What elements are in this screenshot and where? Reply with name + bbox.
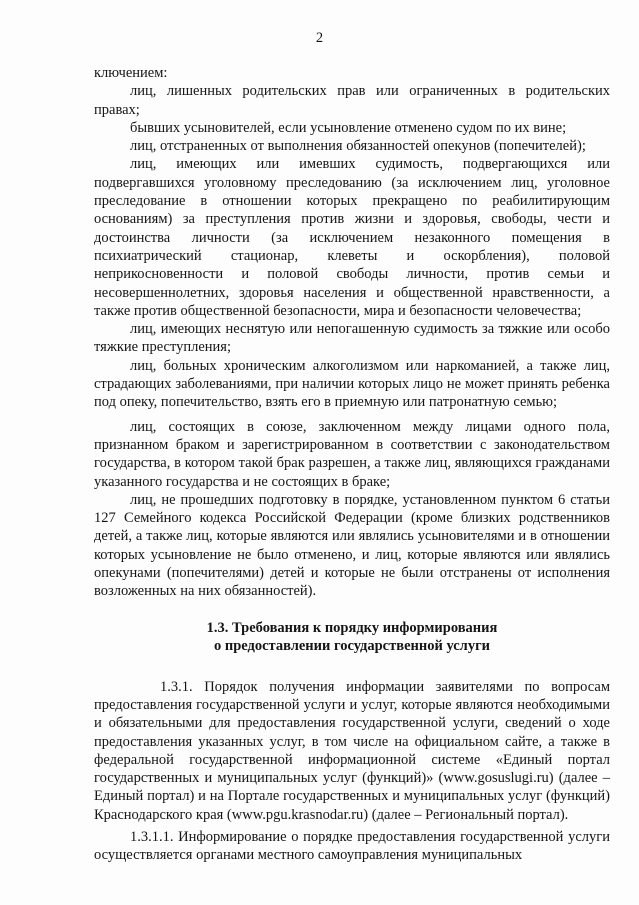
page-number: 2 xyxy=(315,30,324,46)
paragraph-continuation: ключением: xyxy=(94,65,168,81)
list-item-illness: лиц, больных хроническим алкоголизмом или наркоманией, а также лиц, страдающих заболеваниями, при наличии которых лицо не может принять ребенка под опеку, попечительство, взять его в приемную или патронатную семью; xyxy=(94,357,610,411)
paragraph-1-3-1: 1.3.1. Порядок получения информации заявителями по вопросам предоставления государственной услуги и услуг, которые являются необходимыми и обязательными для предоставления государственной услуги, сведений о ходе предоставления указанных услуг, в том числе на официальном сайте, а также в федеральной государственной информационной системе «Единый портал государственных и муниципальных услуг (функций)» (www.gosuslugi.ru) (далее – Единый портал) и на Портале государственных и муниципальных услуг (функций) Краснодарского края (www.pgu.krasnodar.ru) (далее – Региональный портал). xyxy=(94,678,610,823)
section-heading xyxy=(94,619,610,656)
list-item-removed-guardians: лиц, отстраненных от выполнения обязанностей опекунов (попечителей); xyxy=(130,138,586,155)
list-item-former-adopters: бывших усыновителей, если усыновление отменено судом по их вине; xyxy=(130,119,567,136)
list-item-criminal-record: лиц, имеющих или имевших судимость, подвергающихся или подвергавшихся уголовному преследованию (за исключением лиц, уголовное преследование в отношении которых прекращено по реабилитирующим основаниям) за преступления против жизни и здоровья, свободы, чести и достоинства личности (за исключением незаконного помещения в психиатрический стационар, клеветы и оскорбления), половой неприкосновенности и половой свободы личности, против семьи и несовершеннолетних, здоровья населения и общественной нравственности, а также против общественной безопасности, мира и безопасности человечества; xyxy=(94,156,610,319)
list-item-deprived-rights: лиц, лишенных родительских прав или ограниченных в родительских правах; xyxy=(94,83,610,118)
paragraph-1-3-1-1: 1.3.1.1. Информирование о порядке предоставления государственной услуги осуществляется органами местного самоуправления муниципальных xyxy=(94,828,610,864)
section-heading-line-2: о предоставлении государственной услуги xyxy=(213,638,491,655)
section-heading-line-1: 1.3. Требования к порядку информирования xyxy=(206,619,498,636)
document-body xyxy=(94,64,610,865)
list-item-same-sex-union: лиц, состоящих в союзе, заключенном между лицами одного пола, признанном браком и зарегистрированном в соответствии с законодательством государства, в котором такой брак разрешен, а также лиц, являющихся гражданами указанного государства и не состоящих в браке; xyxy=(94,418,610,490)
list-item-no-training: лиц, не прошедших подготовку в порядке, установленном пунктом 6 статьи 127 Семейного кодекса Российской Федерации (кроме близких родственников детей, а также лиц, которые являются или являлись усыновителями и в отношении которых усыновление не было отменено, и лиц, которые являются или являлись опекунами (попечителями) детей и которые не были отстранены от исполнения возложенных на них обязанностей). xyxy=(94,491,610,600)
list-item-grave-crimes: лиц, имеющих неснятую или непогашенную судимость за тяжкие или особо тяжкие преступления; xyxy=(94,321,610,356)
